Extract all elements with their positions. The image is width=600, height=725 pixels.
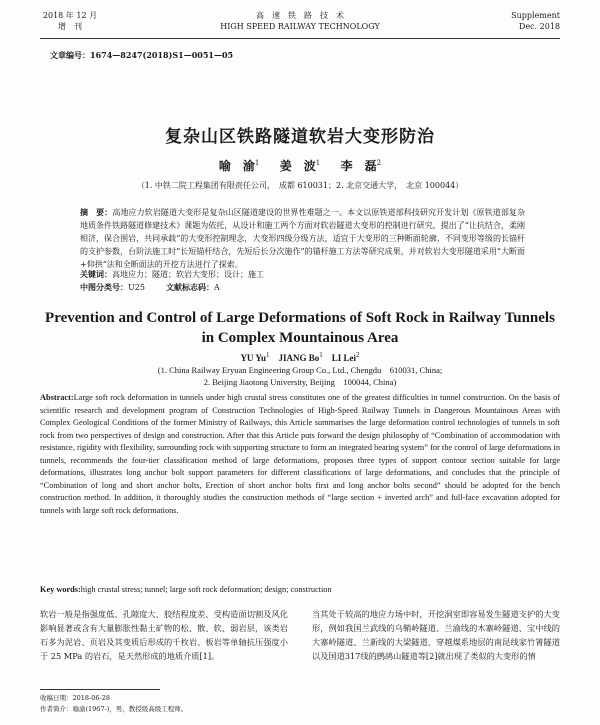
body-column-right: 当其处于较高的地应力场中时，开挖洞室即容易发生隧道支护的大变形，例如我国兰武线的乌鞘岭隧道、兰渝线的木寨岭隧道、宝中线的大寨岭隧道、兰新线的大梁隧道、穿越煤系地层的南昆线家竹箐隧道以及国道317线的鹧鸪山隧道等[2]就出现了类似的大变形的情 <box>312 609 560 661</box>
author-affil-mark: 1 <box>254 159 260 167</box>
author-affil-mark: 1 <box>315 159 321 167</box>
chinese-affiliation: （1. 中铁二院工程集团有限责任公司， 成都 610031；2. 北京交通大学， 北京 100044） <box>136 181 464 190</box>
keywords-label: 关键词： <box>80 269 112 279</box>
author-affil-mark: 1 <box>319 351 323 359</box>
english-affiliation <box>0 364 600 388</box>
chinese-title: 复杂山区铁路隧道软岩大变形防治 <box>165 127 435 147</box>
doc-code-value: A <box>214 283 220 292</box>
author-name: 李 磊 <box>340 159 377 173</box>
journal-name-cn: 高 速 铁 路 技 术 <box>256 11 344 20</box>
author-name: YU Yu <box>240 353 267 363</box>
clc-value: U25 <box>128 283 145 292</box>
abstract-label: 摘 要： <box>80 207 113 217</box>
affiliation-line: 2. Beijing Jiaotong University, Beijing 100044, China) <box>203 377 397 387</box>
doc-code-label: 文献标志码： <box>166 282 215 292</box>
header-issue: 增 刊 <box>58 22 82 31</box>
abstract-label: Abstract: <box>40 393 74 402</box>
english-title: Prevention and Control of Large Deformations of Soft Rock in Railway Tunnels in Complex Mountainous Area <box>45 310 555 346</box>
header-date: 2018 年 12 月 <box>42 11 98 20</box>
author-name: 姜 波 <box>279 159 316 173</box>
classification-line <box>80 281 525 294</box>
chinese-keywords <box>80 268 525 281</box>
header-right <box>490 10 560 32</box>
chinese-abstract <box>80 206 525 271</box>
author-affil-mark: 2 <box>356 351 360 359</box>
header-supplement: Supplement <box>511 11 560 20</box>
author-name: 喻 渝 <box>218 159 255 173</box>
footnote-author: 作者简介：喻渝(1967-)，男，教授级高级工程师。 <box>40 705 188 713</box>
article-number: 文章编号：1674—8247(2018)S1—0051—05 <box>50 50 234 60</box>
body-column-left: 软岩一般是指强度低、孔隙度大、胶结程度差、受构造面切割及风化影响显著或含有大量膨胀性黏土矿物的松、散、软、弱岩层，该类岩石多为泥岩、页岩及其变质后形成的千枚岩、板岩等单轴抗压强度小于 25 MPa 的岩石，是天然形成的地质介质[1]。 <box>40 609 288 661</box>
author-affil-mark: 2 <box>376 159 382 167</box>
english-keywords <box>40 585 560 594</box>
english-authors <box>0 351 600 363</box>
author-name: JIANG Bo <box>278 353 320 363</box>
journal-name-en: HIGH SPEED RAILWAY TECHNOLOGY <box>220 22 380 31</box>
running-header <box>40 10 560 39</box>
abstract-text: 高地应力软岩隧道大变形是复杂山区隧道建设的世界性难题之一。本文以原铁道部科技研究开发计划《原铁道部复杂地质条件铁路隧道修建技术》课题为依托，从设计和施工两个方面对软岩隧道大变形的控制进行研究，提出了“让抗结合，柔刚相济，保合围岩，共同承载”的大变形控制理念，大变形四级分级方法，适宜于大变形的三种断面轮廓，不同变形等级的长锚杆的支护参数，台阶法施工时“长短锚杆结合，先短后长分次施作”的锚杆施工方法等研究成果，并对软岩大变形隧道采用“大断面+仰拱”法和全断面法的开挖方法进行了探索。 <box>80 208 525 269</box>
keywords-label: Key words: <box>40 585 81 594</box>
abstract-text: Large soft rock deformation in tunnels under high crustal stress constitutes one of the greatest difficulties in tunnel construction. On the basis of scientific research and development program of Construction Technologies of High-Speed Railway Tunnels in Dangerous Mountainous Areas with Complex Geological Conditions of the former Ministry of Railways, this Article summarises the large deformation control technologies of tunnels in soft rock from two perspectives of design and construction. After that this Article puts forward the design philosophy of “Combination of accommodation with resistance, rigidity with flexibility, surrounding rock with supporting structure to form an integrated bearing system” for the control of large deformations in tunnels, recommends the four-tier classification method of large deformations, proposes three types of support contour section suitable for large deformations, illustrates long anchor bolt support parameters for different classifications of large deformations, and concludes that the principle of “Combination of long and short anchor bolts, Erection of short anchor bolts first and long anchor bolts second” should be adopted for the bench construction method. In addition, it thoroughly studies the construction methods of “large section + inverted arch” and full-face excavation adopted for tunnels with large soft rock deformations. <box>40 393 560 515</box>
clc-label: 中图分类号： <box>80 282 128 292</box>
footnote-rule <box>40 689 160 690</box>
chinese-authors <box>0 157 600 174</box>
author-name: LI Lei <box>331 353 357 363</box>
header-date-en: Dec. 2018 <box>518 22 560 31</box>
header-center <box>40 10 560 32</box>
keywords-text: high crustal stress; tunnel; large soft rock deformation; design; construction <box>80 585 332 594</box>
footnote-received: 收稿日期：2018-06-28 <box>40 694 110 702</box>
english-abstract <box>40 392 560 517</box>
affiliation-line: (1. China Railway Eryuan Engineering Group Co., Ltd., Chengdu 610031, China; <box>157 365 443 375</box>
keywords-text: 高地应力；隧道；软岩大变形；设计；施工 <box>112 270 264 279</box>
author-affil-mark: 1 <box>266 351 270 359</box>
